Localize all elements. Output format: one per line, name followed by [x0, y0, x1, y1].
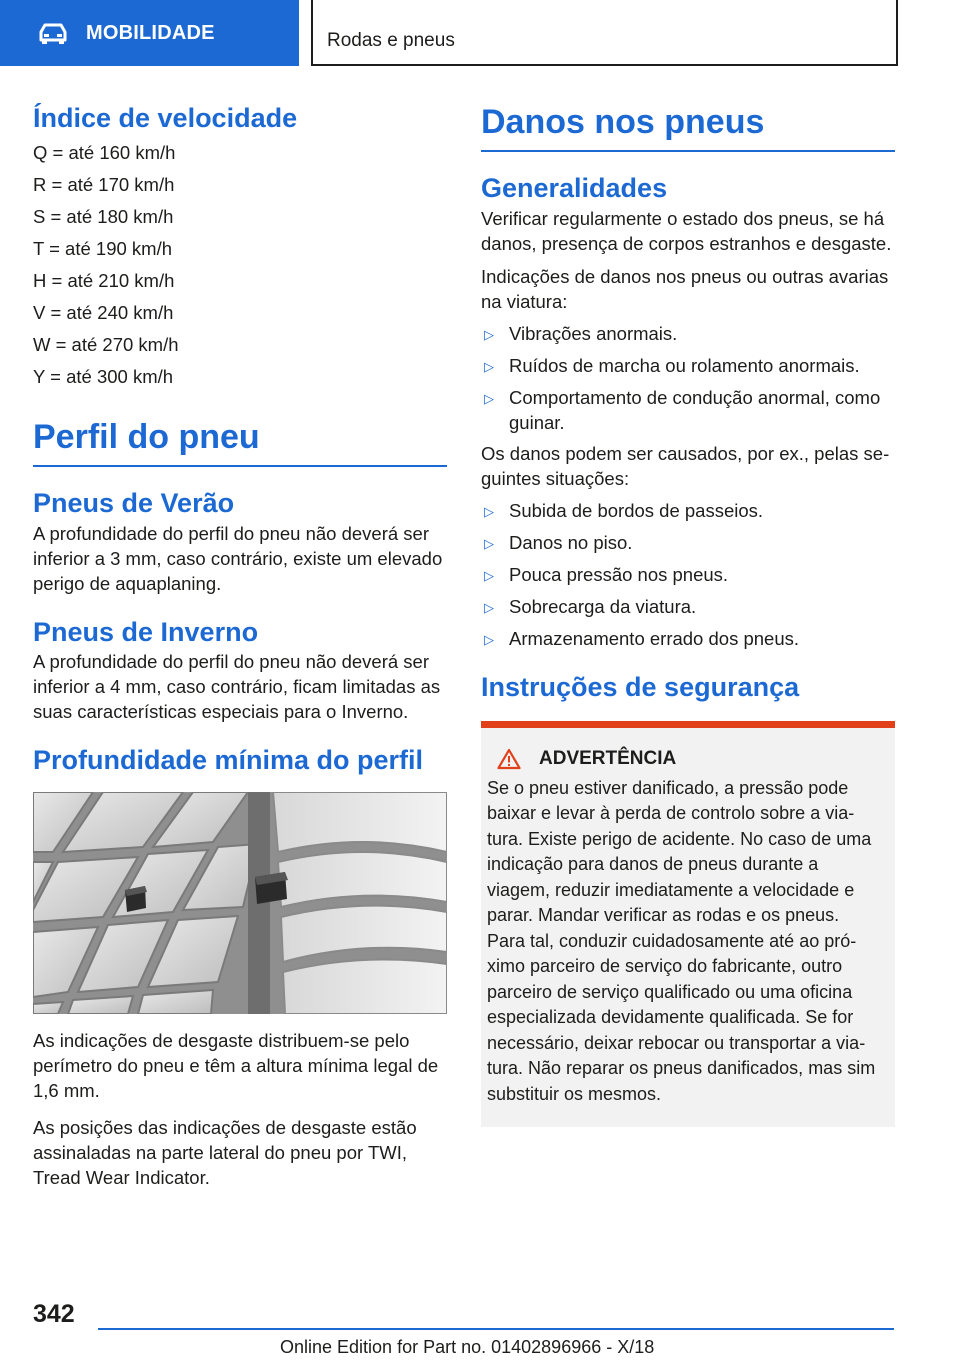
edition-info: Online Edition for Part no. 01402896966 - X/18	[280, 1337, 655, 1357]
general-heading: Generalidades	[481, 173, 668, 204]
triangle-bullet-icon: ▷	[484, 503, 494, 519]
list-item: ▷ Armazenamento errado dos pneus.	[481, 626, 895, 651]
tire-tread-photo	[33, 792, 447, 1014]
speed-line: T = até 190 km/h	[33, 237, 173, 259]
winter-heading: Pneus de Inverno	[33, 616, 259, 647]
tire-tread-illustration	[33, 792, 447, 1014]
chapter-header	[311, 0, 898, 66]
speed-line: Y = até 300 km/h	[33, 365, 174, 387]
warning-title: ADVERTÊNCIA	[539, 747, 677, 769]
profile-title: Perfil do pneu	[33, 415, 447, 467]
indications-list	[481, 321, 895, 435]
chapter-label: Rodas e pneus	[327, 30, 455, 51]
damage-title: Danos nos pneus	[481, 100, 895, 152]
speed-index-heading: Índice de velocidade	[33, 103, 298, 133]
list-item: ▷ Comportamento de condução anormal, como guinar.	[484, 386, 881, 433]
list-item: ▷ Subida de bordos de passeios.	[481, 498, 895, 523]
warning-header	[497, 748, 881, 770]
section-tab[interactable]	[0, 0, 299, 66]
warning-box	[481, 721, 895, 1128]
list-item: ▷ Danos no piso.	[481, 530, 895, 555]
speed-line: R = até 170 km/h	[33, 173, 175, 195]
min-depth-text-2: As posições das indicações de desgaste estão assinaladas na parte lateral do pneu por TWI, Tread Wear Indicator.	[33, 1117, 417, 1189]
speed-line: H = até 210 km/h	[33, 269, 175, 291]
indications-text: Indicações de danos nos pneus ou outras avarias na viatura:	[481, 265, 889, 312]
triangle-bullet-icon: ▷	[484, 358, 494, 374]
triangle-bullet-icon: ▷	[484, 599, 494, 615]
footer-divider	[98, 1328, 894, 1330]
speed-line: W = até 270 km/h	[33, 333, 179, 355]
right-column	[481, 100, 895, 1127]
left-column	[33, 100, 447, 1190]
summer-text: A profundidade do perfil do pneu não deverá ser inferior a 3 mm, caso contrário, existe um elevado perigo de aquaplaning.	[33, 522, 443, 594]
section-label: MOBILIDADE	[86, 21, 215, 44]
winter-text: A profundidade do perfil do pneu não deverá ser inferior a 4 mm, caso contrário, ficam limitadas as suas características especiais para o Inverno.	[33, 651, 441, 723]
causes-text: Os danos podem ser causados, por ex., pelas seguintes situações:	[481, 442, 890, 489]
speed-index-list	[33, 137, 447, 393]
triangle-bullet-icon: ▷	[484, 326, 494, 342]
triangle-bullet-icon: ▷	[484, 567, 494, 583]
speed-line: V = até 240 km/h	[33, 301, 174, 323]
warning-text: Se o pneu estiver danificado, a pressão pode baixar e levar à perda de controlo sobre a viatura. Existe perigo de acidente. No caso de uma indicação para danos de pneus durante a viagem, reduzir imediatamente a velocidade e parar. Mandar verificar as rodas e os pneus. Para tal, conduzir cuidadosamente até ao próximo parceiro de serviço do fabricante, outro parceiro de serviço qualificado ou uma oficina especializada devidamente qualificada. Se for necessário, deixar rebocar ou transportar a viatura. Não reparar os pneus danificados, mas sim substituir os mesmos.	[487, 777, 876, 1104]
page-number: 342	[33, 1300, 75, 1328]
list-item: ▷ Sobrecarga da viatura.	[481, 594, 895, 619]
general-text: Verificar regularmente o estado dos pneus, se há danos, presença de corpos estranhos e desgaste.	[481, 207, 892, 254]
safety-heading: Instruções de segurança	[481, 671, 800, 702]
min-depth-heading: Profundidade mínima do perfil	[33, 745, 424, 776]
speed-line: S = até 180 km/h	[33, 205, 174, 227]
speed-line: Q = até 160 km/h	[33, 141, 176, 163]
list-item: ▷ Ruídos de marcha ou rolamento anormais.	[481, 353, 895, 378]
min-depth-text-1: As indicações de desgaste distribuem-se pelo perímetro do pneu e têm a altura mínima legal de 1,6 mm.	[33, 1030, 439, 1102]
triangle-bullet-icon: ▷	[484, 631, 494, 647]
triangle-bullet-icon: ▷	[484, 390, 494, 406]
warning-triangle-icon	[497, 748, 521, 770]
list-item: ▷ Vibrações anormais.	[481, 321, 895, 346]
causes-list	[481, 498, 895, 651]
list-item: ▷ Pouca pressão nos pneus.	[481, 562, 895, 587]
car-icon	[38, 22, 68, 44]
triangle-bullet-icon: ▷	[484, 535, 494, 551]
summer-heading: Pneus de Verão	[33, 487, 235, 518]
